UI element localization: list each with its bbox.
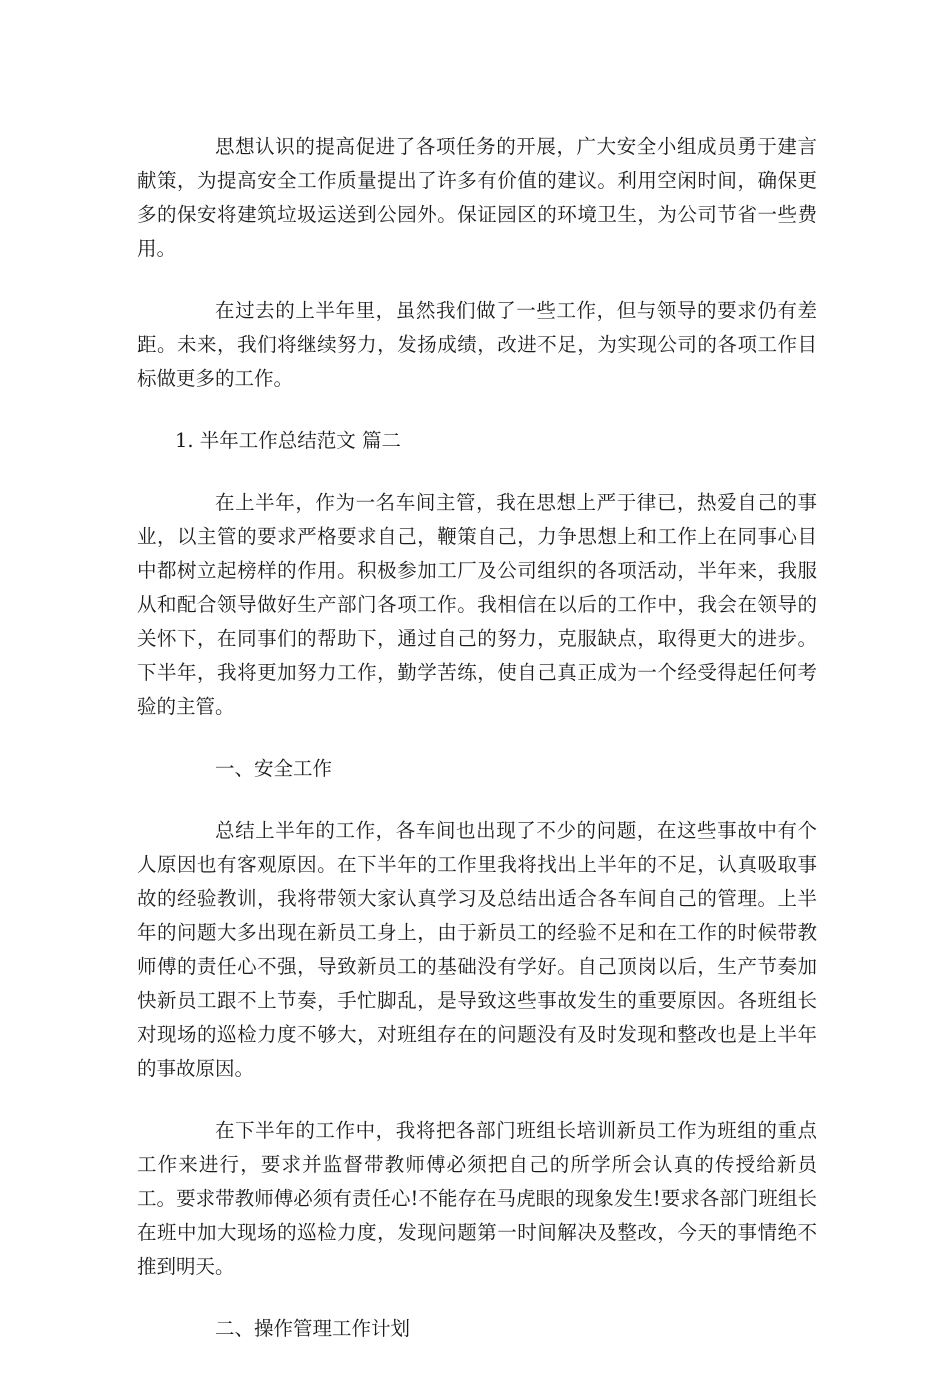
paragraph-first-half-summary: 在过去的上半年里，虽然我们做了一些工作，但与领导的要求仍有差距。未来，我们将继续努力，发扬成绩，改进不足，为实现公司的各项工作目标做更多的工作。 [137,299,817,390]
section-heading-article-two: 1. 半年工作总结范文 篇二 [175,429,402,452]
section-heading-safety-work: 一、安全工作 [215,757,333,780]
paragraph-training-plan: 在下半年的工作中，我将把各部门班组长培训新员工作为班组的重点工作来进行，要求并监督带教师傅必须把自己的所学所会认真的传授给新员工。要求带教师傅必须有责任心!不能存在马虎眼的现象发生!要求各部门班组长在班中加大现场的巡检力度，发现问题第一时间解决及整改，今天的事情绝不推到明天。 [137,1119,817,1278]
document-body [137,130,817,1374]
paragraph-safety-issues: 总结上半年的工作，各车间也出现了不少的问题，在这些事故中有个人原因也有客观原因。在下半年的工作里我将找出上半年的不足，认真吸取事故的经验教训，我将带领大家认真学习及总结出适合各车间自己的管理。上半年的问题大多出现在新员工身上，由于新员工的经验不足和在工作的时候带教师傅的责任心不强，导致新员工的基础没有学好。自己顶岗以后，生产节奏加快新员工跟不上节奏，手忙脚乱，是导致这些事故发生的重要原因。各班组长对现场的巡检力度不够大，对班组存在的问题没有及时发现和整改也是上半年的事故原因。 [137,819,817,1080]
section-heading-operations-plan: 二、操作管理工作计划 [215,1317,411,1340]
paragraph-workshop-supervisor: 在上半年，作为一名车间主管，我在思想上严于律已，热爱自己的事业，以主管的要求严格要求自己，鞭策自己，力争思想上和工作上在同事心目中都树立起榜样的作用。积极参加工厂及公司组织的各项活动，半年来，我服从和配合领导做好生产部门各项工作。我相信在以后的工作中，我会在领导的关怀下，在同事们的帮助下，通过自己的努力，克服缺点，取得更大的进步。下半年，我将更加努力工作，勤学苦练，使自己真正成为一个经受得起任何考验的主管。 [137,491,817,718]
paragraph-safety-suggestions: 思想认识的提高促进了各项任务的开展，广大安全小组成员勇于建言献策，为提高安全工作质量提出了许多有价值的建议。利用空闲时间，确保更多的保安将建筑垃圾运送到公园外。保证园区的环境卫生，为公司节省一些费用。 [137,135,817,260]
